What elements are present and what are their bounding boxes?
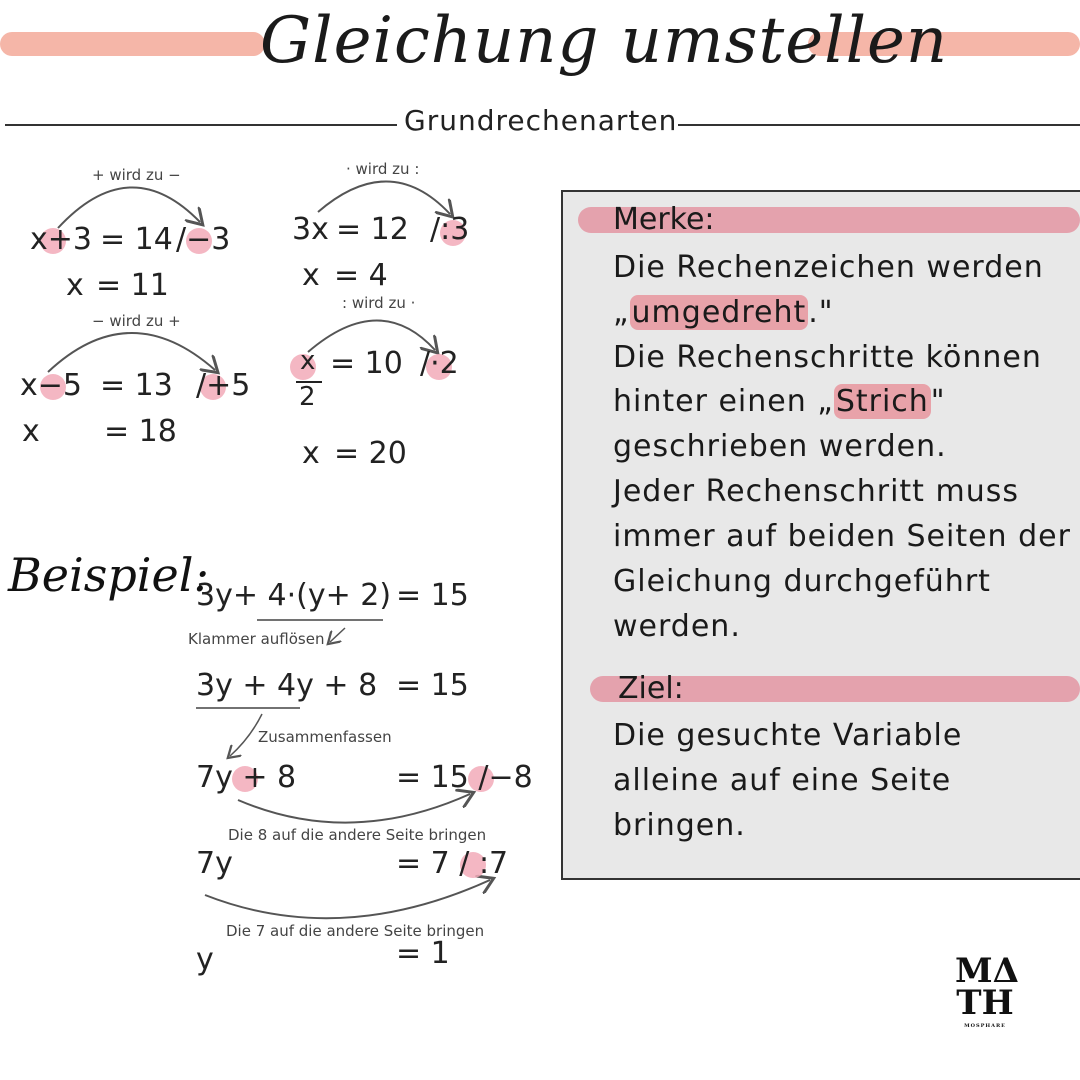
- eq-sub-left: x−5: [20, 368, 82, 403]
- label-mul: · wird zu :: [346, 160, 420, 178]
- beispiel-line2-right: = 15: [396, 668, 469, 703]
- ziel-line3: bringen.: [613, 808, 746, 843]
- beispiel-line1-left: 3y+ 4·(y+ 2): [196, 578, 392, 613]
- eq-div-right: = 10: [330, 346, 403, 381]
- res-mul-left: x: [302, 258, 320, 293]
- merke-line1: Die Rechenzeichen werden: [613, 250, 1044, 285]
- eq-add-op: /−3: [176, 222, 231, 257]
- arrow-mul: [318, 181, 450, 214]
- note-move-7: Die 7 auf die andere Seite bringen: [226, 922, 485, 940]
- merke-line2: „umgedreht.": [613, 295, 834, 330]
- arrow-klammer: [330, 628, 345, 642]
- merke-line3: Die Rechenschritte können: [613, 340, 1042, 375]
- logo-line2: TH: [956, 983, 1014, 1023]
- beispiel-line1-right: = 15: [396, 578, 469, 613]
- frac-numerator: x: [300, 346, 316, 376]
- beispiel-line5-right: = 1: [396, 936, 450, 971]
- logo-line1: MΔ: [955, 951, 1020, 991]
- math-logo: [955, 951, 1020, 1029]
- res-sub-left: x: [22, 414, 40, 449]
- eq-add-left: x+3: [30, 222, 92, 257]
- res-div-left: x: [302, 436, 320, 471]
- arrow-move-7: [205, 880, 490, 918]
- page-subtitle: Grundrechenarten: [404, 104, 678, 137]
- ziel-heading: Ziel:: [618, 671, 684, 706]
- res-add-right: = 11: [96, 268, 169, 303]
- eq-add-right: = 14: [100, 222, 173, 257]
- label-add: + wird zu −: [92, 166, 181, 184]
- beispiel-heading: Beispiel:: [8, 548, 209, 602]
- res-div-right: = 20: [334, 436, 407, 471]
- frac-denominator: 2: [299, 382, 316, 412]
- eq-sub-right: = 13: [100, 368, 173, 403]
- note-zusammen: Zusammenfassen: [258, 728, 392, 746]
- res-add-left: x: [66, 268, 84, 303]
- beispiel-line3-right: = 15 /−8: [396, 760, 533, 795]
- eq-mul-right: = 12: [336, 212, 409, 247]
- beispiel-line3-left: 7y + 8: [196, 760, 297, 795]
- merke-line4: hinter einen „Strich": [613, 384, 946, 419]
- merke-line8: Gleichung durchgeführt: [613, 564, 991, 599]
- res-mul-right: = 4: [334, 258, 388, 293]
- label-div: : wird zu ·: [342, 294, 416, 312]
- beispiel-line5-left: y: [196, 942, 214, 977]
- page-title: Gleichung umstellen: [260, 4, 949, 78]
- res-sub-right: = 18: [104, 414, 177, 449]
- merke-line9: werden.: [613, 609, 741, 644]
- eq-div-op: /·2: [420, 346, 459, 381]
- mark-strich: Strich: [835, 384, 929, 419]
- beispiel-line2-left: 3y + 4y + 8: [196, 668, 378, 703]
- beispiel-line4-right: = 7 / :7: [396, 846, 509, 881]
- ziel-line2: alleine auf eine Seite: [613, 763, 952, 798]
- beispiel-line4-left: 7y: [196, 846, 233, 881]
- note-klammer: Klammer auflösen: [188, 630, 325, 648]
- eq-sub-op: /+5: [196, 368, 251, 403]
- merke-line6: Jeder Rechenschritt muss: [613, 474, 1019, 509]
- ziel-line1: Die gesuchte Variable: [613, 718, 963, 753]
- mark-umgedreht: umgedreht: [631, 295, 807, 330]
- eq-mul-op: /:3: [430, 212, 470, 247]
- label-sub: − wird zu +: [92, 312, 181, 330]
- merke-line7: immer auf beiden Seiten der: [613, 519, 1071, 554]
- eq-mul-left: 3x: [292, 212, 329, 247]
- note-move-8: Die 8 auf die andere Seite bringen: [228, 826, 487, 844]
- logo-line3: MOSPHARE: [964, 1023, 1006, 1029]
- merke-line5: geschrieben werden.: [613, 429, 947, 464]
- merke-heading: Merke:: [613, 202, 715, 237]
- arrow-move-8: [238, 794, 470, 823]
- arrow-sub: [48, 333, 215, 372]
